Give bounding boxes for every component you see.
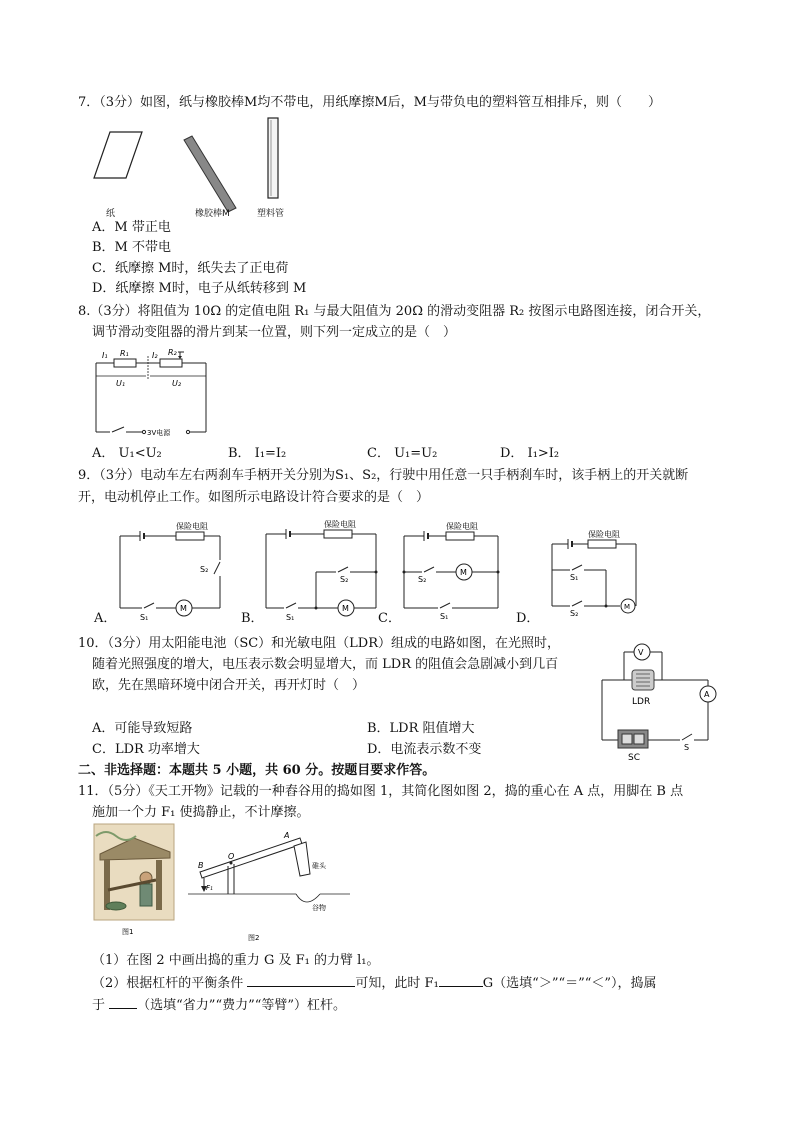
q11-point-a: A <box>284 831 290 840</box>
q9-d-s2-label: S₂ <box>570 609 579 618</box>
q8-u2-label: U₂ <box>172 379 182 388</box>
q11-fig1-caption: 图1 <box>122 928 134 936</box>
rubber-rod-shape <box>184 136 236 212</box>
q10-ammeter-label: A <box>704 690 710 699</box>
q9-c-s2-label: S₂ <box>418 575 427 584</box>
q9-a-s2-label: S₂ <box>200 565 209 574</box>
q11-fig2-caption: 图2 <box>248 934 260 942</box>
q7-stem: 7．（3分）如图，纸与橡胶棒M均不带电，用纸摩擦M后，M与带负电的塑料管互相排斥，则（ ） <box>78 95 661 110</box>
q10-ldr-label: LDR <box>632 697 651 707</box>
q11-sub-1: （1）在图 2 中画出捣的重力 G 及 F₁ 的力臂 l₁。 <box>92 953 380 968</box>
q9-b-fuse-label: 保险电阻 <box>324 520 356 529</box>
q11-answer-blank-compare[interactable] <box>439 974 483 987</box>
q10-switch-label: S <box>684 743 690 752</box>
q8-option-d[interactable]: D． I₁>I₂ <box>500 446 560 461</box>
q9-stem-line2: 开，电动机停止工作。如图所示电路设计符合要求的是（ ） <box>78 490 430 505</box>
q10-option-c[interactable]: C．LDR 功率增大 <box>92 742 200 757</box>
q9-a-motor-label: M <box>180 604 187 613</box>
q10-option-d[interactable]: D．电流表示数不变 <box>367 742 482 757</box>
q9-d-s1-label: S₁ <box>570 573 579 582</box>
q11-stem-line1: 11．（5分）《天工开物》记载的一种舂谷用的捣如图 1，其简化图如图 2，捣的重心在 A 点，用脚在 B 点 <box>78 784 684 799</box>
q11-sub-2-part-c: G（选填“＞”“＝”“＜”），捣属 <box>482 976 657 991</box>
q10-stem-line1: 10．（3分）用太阳能电池（SC）和光敏电阻（LDR）组成的电路如图，在光照时， <box>78 636 561 651</box>
q9-circuit-c <box>400 522 502 621</box>
q10-option-a[interactable]: A．可能导致短路 <box>92 721 193 736</box>
q9-a-s1-label: S₁ <box>140 613 149 622</box>
q11-figure-2 <box>188 832 358 942</box>
label-rubber-rod: 橡胶棒M <box>195 209 230 219</box>
q11-grain-label: 谷物 <box>312 904 326 912</box>
q11-stem-line2: 施加一个力 F₁ 使捣静止，不计摩擦。 <box>92 805 310 820</box>
q11-point-o: O <box>228 852 235 861</box>
q10-stem-line3: 欧，先在黑暗环境中闭合开关，再开灯时（ ） <box>92 678 366 693</box>
q8-source-label: 3V电源 <box>147 429 171 437</box>
q11-sub-2 <box>92 974 657 993</box>
q11-sub-3-part-b: （选填“省力”“费力”“等臂”）杠杆。 <box>137 998 347 1013</box>
q9-c-s1-label: S₁ <box>440 612 449 621</box>
q8-i2-label: I₂ <box>152 351 158 360</box>
q10-sc-label: SC <box>628 753 640 763</box>
q8-stem-line1: 8.（3分）将阻值为 10Ω 的定值电阻 R₁ 与最大阻值为 20Ω 的滑动变阻器 R₂ 按图示电路图连接，闭合开关， <box>78 304 711 319</box>
q11-sub-2-part-a: （2）根据杠杆的平衡条件 <box>92 976 244 991</box>
q9-option-c[interactable]: C． <box>378 611 401 626</box>
q9-circuit-b <box>262 520 380 622</box>
label-paper: 纸 <box>106 209 116 219</box>
q9-a-fuse-label: 保险电阻 <box>176 522 208 531</box>
q8-u1-label: U₁ <box>116 379 126 388</box>
q10-circuit <box>600 640 716 762</box>
q10-option-b[interactable]: B．LDR 阻值增大 <box>367 721 475 736</box>
section-2-heading: 二、非选择题：本题共 5 小题，共 60 分。按题目要求作答。 <box>78 763 436 778</box>
q9-option-d[interactable]: D． <box>516 611 540 626</box>
q11-answer-blank-condition[interactable] <box>247 974 355 987</box>
q10-stem-line2: 随着光照强度的增大，电压表示数会明显增大，而 LDR 的阻值会急剧减小到几百 <box>92 657 559 672</box>
plastic-tube-shape <box>268 118 278 198</box>
q8-stem-line2: 调节滑动变阻器的滑片到某一位置，则下列一定成立的是（ ） <box>92 325 457 340</box>
q9-stem-line1: 9．（3分）电动车左右两刹车手柄开关分别为S₁、S₂，行驶中用任意一只手柄刹车时，该手柄上的开关就断 <box>78 468 689 483</box>
label-plastic-tube: 塑料管 <box>257 209 285 219</box>
q8-option-a[interactable]: A． U₁<U₂ <box>92 446 162 461</box>
q9-option-a[interactable]: A． <box>94 611 117 626</box>
q9-b-motor-label: M <box>342 604 349 613</box>
q11-answer-blank-type[interactable] <box>109 996 137 1009</box>
q9-b-s1-label: S₁ <box>286 613 295 622</box>
q9-d-fuse-label: 保险电阻 <box>588 530 620 539</box>
q11-figure-1 <box>94 824 176 936</box>
q9-circuit-a <box>116 522 226 622</box>
q11-force-f1: F₁ <box>206 884 213 892</box>
q11-sub-3-part-a: 于 <box>92 998 106 1013</box>
q9-option-b[interactable]: B． <box>241 611 264 626</box>
q8-r2-label: R₂ <box>168 348 177 357</box>
q11-hammer-label: 碓头 <box>312 862 326 870</box>
q8-circuit <box>92 346 212 438</box>
q7-figure <box>90 112 300 220</box>
q11-point-b: B <box>198 861 204 870</box>
q9-d-motor-label: M <box>624 603 631 611</box>
q8-i1-label: I₁ <box>102 351 108 360</box>
q9-c-fuse-label: 保险电阻 <box>446 522 478 531</box>
paper-shape <box>94 132 142 178</box>
q7-option-d[interactable]: D．纸摩擦 M时，电子从纸转移到 M <box>92 281 307 296</box>
q8-option-c[interactable]: C． U₁=U₂ <box>367 446 438 461</box>
q8-r1-label: R₁ <box>120 349 129 358</box>
q9-b-s2-label: S₂ <box>340 575 349 584</box>
q9-circuit-d <box>548 530 640 616</box>
q8-option-b[interactable]: B． I₁=I₂ <box>228 446 287 461</box>
q7-option-a[interactable]: A．M 带正电 <box>92 220 171 235</box>
q9-c-motor-label: M <box>460 568 467 577</box>
q11-sub-3 <box>92 996 346 1015</box>
q11-sub-2-part-b: 可知，此时 F₁ <box>355 976 439 991</box>
q7-option-c[interactable]: C．纸摩擦 M时，纸失去了正电荷 <box>92 261 289 276</box>
q7-option-b[interactable]: B．M 不带电 <box>92 240 171 255</box>
q10-voltmeter-label: V <box>638 648 644 657</box>
